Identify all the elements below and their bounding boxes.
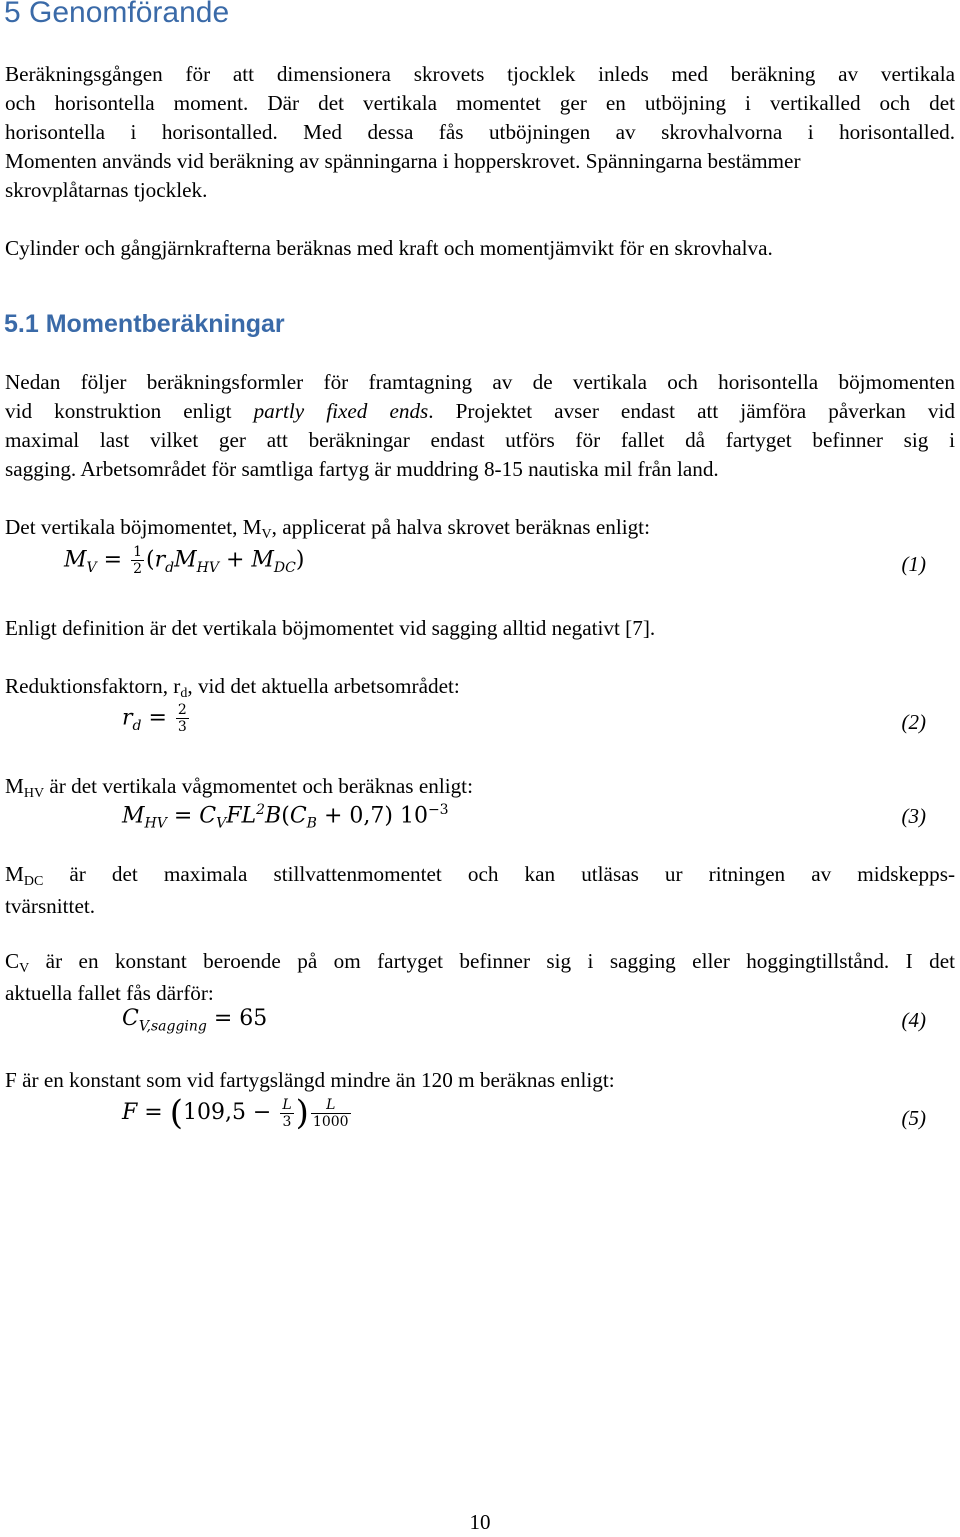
length-paragraph xyxy=(5,1066,955,1095)
text-span: är det maximala stillvattenmomentet och kan utläsas ur ritningen av midskepps- xyxy=(43,862,955,886)
eq-symbol: C xyxy=(122,1006,139,1031)
chapter-heading: 5 Genomförande xyxy=(4,0,230,29)
eq-paren: ) xyxy=(295,1093,309,1133)
eq-subscript: HV xyxy=(196,559,219,576)
eq-symbol: FL xyxy=(226,803,257,829)
eq-symbol: r xyxy=(122,705,133,731)
eq-constant: 109,5 − xyxy=(182,1100,279,1125)
italic-term: partly fixed ends xyxy=(253,399,429,423)
text-span: M xyxy=(5,774,24,798)
subscript: DC xyxy=(23,874,44,889)
eq-symbol: B xyxy=(265,803,282,829)
denominator: 1000 xyxy=(312,1113,349,1130)
text-line: Nedan följer beräkningsformler för framtagning av de vertikala och horisontella böjmomenten xyxy=(5,370,955,394)
forces-paragraph xyxy=(5,234,955,263)
text-line: sagging. Arbetsområdet för samtliga fartyg är muddring 8-15 nautiska mil från land. xyxy=(5,457,719,481)
subscript: V xyxy=(261,527,272,542)
eq-paren: ( xyxy=(146,547,155,573)
vertical-moment-intro xyxy=(5,513,955,545)
numerator: 2 xyxy=(177,702,187,718)
text-line xyxy=(5,513,955,545)
text-line: Enligt definition är det vertikala böjmomentet vid sagging alltid negativt [7]. xyxy=(5,616,656,640)
text-line: horisontella i horisontalled. Med dessa fås utböjningen av skrovhalvorna i horisontalled. xyxy=(5,120,955,144)
eq-symbol: M xyxy=(251,547,274,573)
numerator: 1 xyxy=(133,544,142,560)
equation-1 xyxy=(64,544,304,577)
text-line: Beräkningsgången för att dimensionera skrovets tjocklek inleds med beräkning av vertikala xyxy=(5,62,955,86)
text-line xyxy=(5,672,955,704)
text-span: Reduktionsfaktorn, r xyxy=(5,674,181,698)
text-line xyxy=(5,772,955,804)
eq-symbol: M xyxy=(174,547,197,573)
equation-number: (5) xyxy=(901,1106,926,1130)
text-line: Cylinder och gångjärnkrafterna beräknas med kraft och momentjämvikt för en skrovhalva. xyxy=(5,236,773,260)
eq-paren: ( xyxy=(281,803,290,829)
definition-paragraph xyxy=(5,614,955,643)
text-span: vid konstruktion enligt xyxy=(5,399,232,423)
method-paragraph xyxy=(5,368,955,484)
eq-symbol: F xyxy=(122,1100,138,1125)
eq-operator: = xyxy=(137,1100,170,1125)
eq-symbol: M xyxy=(64,547,87,573)
text-span: . Projektet avser endast att jämföra påverkan vid xyxy=(428,399,955,423)
denominator: 3 xyxy=(177,719,187,735)
equation-number: (1) xyxy=(901,552,926,576)
subscript: V xyxy=(19,961,30,976)
eq-subscript: d xyxy=(132,717,142,734)
text-line: F är en konstant som vid fartygslängd mindre än 120 m beräknas enligt: xyxy=(5,1068,615,1092)
eq-constant: + 0,7) xyxy=(316,803,393,829)
fraction xyxy=(280,1097,293,1130)
equation-number: (3) xyxy=(901,804,926,828)
equation-2 xyxy=(122,702,191,735)
page-number: 10 xyxy=(469,1510,491,1534)
text-line xyxy=(5,397,955,426)
eq-superscript: 2 xyxy=(256,802,266,818)
text-span: , vid det aktuella arbetsområdet: xyxy=(187,674,460,698)
text-line: aktuella fallet fås därför: xyxy=(5,981,214,1005)
eq-subscript: V,sagging xyxy=(138,1018,207,1035)
text-line: tvärsnittet. xyxy=(5,894,96,918)
eq-superscript: −3 xyxy=(427,802,449,818)
fraction xyxy=(311,1097,351,1130)
eq-constant: 10 xyxy=(392,803,428,829)
eq-subscript: B xyxy=(306,815,317,832)
text-span: C xyxy=(5,949,20,973)
equation-5 xyxy=(122,1093,353,1133)
equation-4 xyxy=(122,1006,267,1034)
eq-subscript: V xyxy=(216,815,227,832)
eq-subscript: HV xyxy=(144,815,167,832)
denominator: 2 xyxy=(133,561,142,577)
numerator: L xyxy=(282,1096,292,1113)
eq-symbol: C xyxy=(199,803,217,829)
eq-subscript: V xyxy=(86,559,97,576)
equation-number: (2) xyxy=(901,710,926,734)
text-line: skrovplåtarnas tjocklek. xyxy=(5,178,208,202)
text-span: är en konstant beroende på om fartyget befinner sig i sagging eller hoggingtillstånd. I det xyxy=(29,949,955,973)
eq-operator: = xyxy=(206,1006,240,1031)
eq-operator: + xyxy=(218,547,252,573)
text-line: maximal last vilket ger att beräkningar endast utförs för fallet då fartyget befinner sig i xyxy=(5,428,955,452)
fraction xyxy=(176,702,189,735)
constant-paragraph xyxy=(5,947,955,1008)
eq-operator: = xyxy=(96,547,130,573)
numerator: L xyxy=(311,1097,351,1114)
eq-constant: 65 xyxy=(239,1006,268,1031)
reduction-intro xyxy=(5,672,955,704)
equation-number: (4) xyxy=(901,1008,926,1032)
still-water-paragraph xyxy=(5,860,955,921)
wave-moment-intro xyxy=(5,772,955,804)
subscript: HV xyxy=(23,786,45,801)
subscript: d xyxy=(180,686,188,701)
text-line: och horisontella moment. Där det vertikala momentet ger en utböjning i vertikalled och det xyxy=(5,91,955,115)
intro-paragraph xyxy=(5,60,955,205)
denominator: 3 xyxy=(282,1113,292,1130)
text-span: M xyxy=(5,862,24,886)
eq-symbol: M xyxy=(122,803,145,829)
eq-symbol: C xyxy=(289,803,307,829)
eq-paren: ) xyxy=(295,547,305,573)
eq-subscript: DC xyxy=(273,559,296,576)
eq-operator: = xyxy=(141,705,174,731)
text-span: är det vertikala vågmomentet och beräknas enligt: xyxy=(44,774,473,798)
text-line: Momenten används vid beräkning av spänningarna i hopperskrovet. Spänningarna bestämmer xyxy=(5,149,801,173)
eq-paren: ( xyxy=(169,1093,183,1133)
eq-symbol: r xyxy=(154,547,166,573)
text-span: Det vertikala böjmomentet, M xyxy=(5,515,262,539)
text-line xyxy=(5,947,955,979)
equation-3 xyxy=(122,802,449,832)
fraction xyxy=(131,544,144,577)
eq-subscript: d xyxy=(165,559,175,576)
text-line xyxy=(5,860,955,892)
text-span: , applicerat på halva skrovet beräknas enligt: xyxy=(271,515,650,539)
section-heading: 5.1 Momentberäkningar xyxy=(4,310,285,338)
eq-operator: = xyxy=(166,803,200,829)
